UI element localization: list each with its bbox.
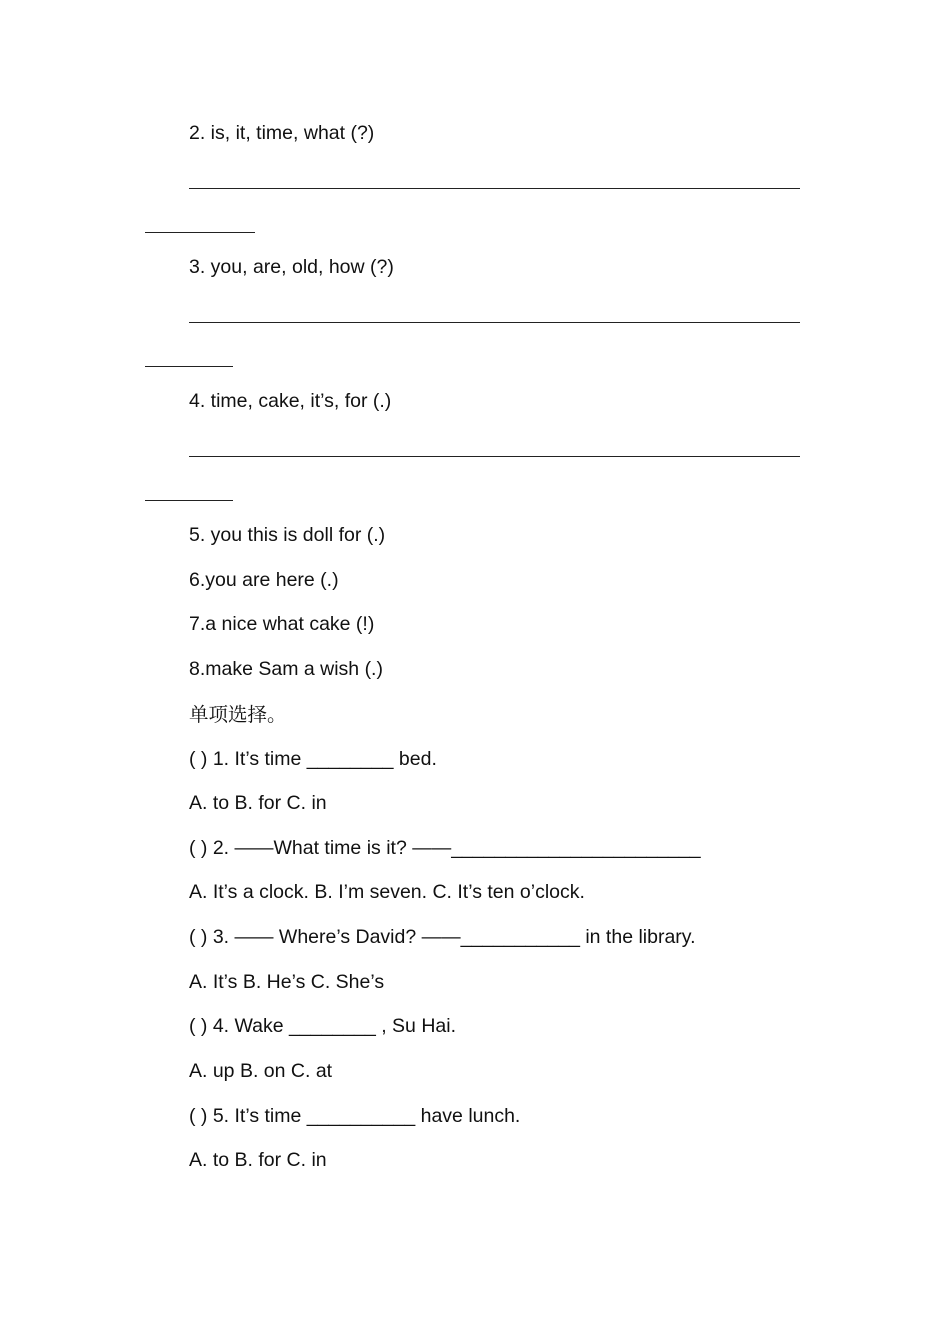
choice-question-2: ( ) 2. ——What time is it? ——_______________________ [189,837,701,859]
answer-line-continuation [145,366,233,367]
reorder-item-8: 8.make Sam a wish (.) [189,658,383,680]
answer-line [189,456,800,457]
choice-options-4: A. up B. on C. at [189,1060,333,1082]
choice-options-5: A. to B. for C. in [189,1149,327,1171]
section-heading: 单项选择。 [189,703,287,726]
choice-options-1: A. to B. for C. in [189,792,327,814]
choice-question-5: ( ) 5. It’s time __________ have lunch. [189,1105,521,1127]
answer-line [189,322,800,323]
reorder-item-4: 4. time, cake, it’s, for (.) [189,390,392,412]
answer-line [189,188,800,189]
reorder-item-5: 5. you this is doll for (.) [189,524,386,546]
answer-line-continuation [145,232,255,233]
answer-line-continuation [145,500,233,501]
choice-options-3: A. It’s B. He’s C. She’s [189,971,385,993]
choice-question-4: ( ) 4. Wake ________ , Su Hai. [189,1015,457,1037]
reorder-item-6: 6.you are here (.) [189,569,339,591]
choice-question-1: ( ) 1. It’s time ________ bed. [189,748,437,770]
reorder-item-3: 3. you, are, old, how (?) [189,256,394,278]
choice-options-2: A. It’s a clock. B. I’m seven. C. It’s ten o’clock. [189,881,585,903]
choice-question-3: ( ) 3. —— Where’s David? ——___________ in the library. [189,926,696,948]
reorder-item-7: 7.a nice what cake (!) [189,613,375,635]
reorder-item-2: 2. is, it, time, what (?) [189,122,375,144]
